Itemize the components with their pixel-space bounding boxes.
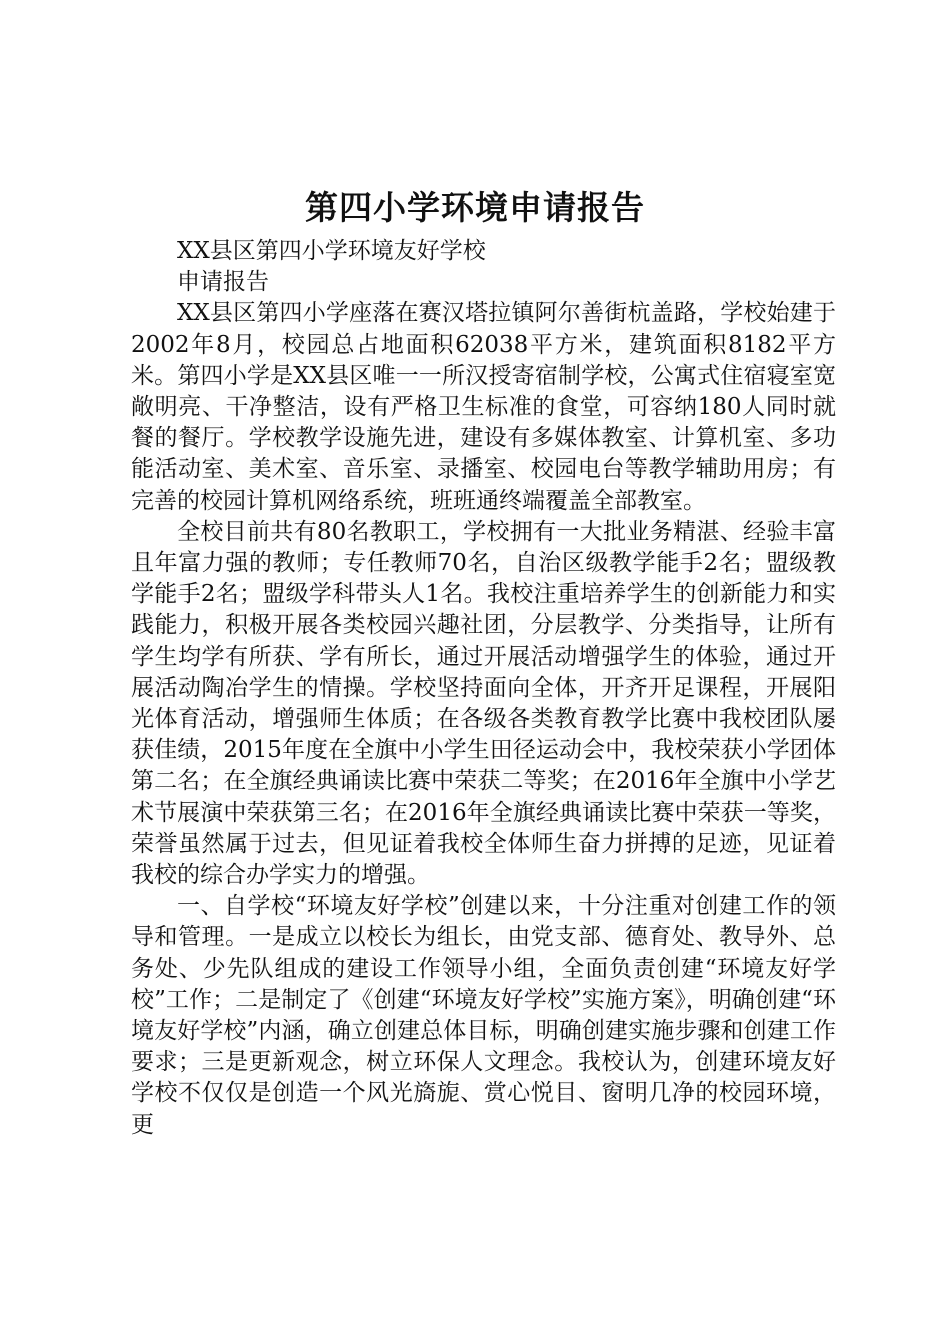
paragraph: 一、自学校“环境友好学校”创建以来，十分注重对创建工作的领导和管理。一是成立以校长为组长，由党支部、德育处、教导外、总务处、少先队组成的建设工作领导小组，全面负责创建“环境友好学校”工作；二是制定了《创建“环境友好学校”实施方案》，明确创建“环境友好学校”内涵，确立创建总体目标，明确创建实施步骤和创建工作要求；三是更新观念，树立环保人文理念。我校认为，创建环境友好学校不仅仅是创造一个风光旖旎、赏心悦目、窗明几净的校园环境，更 [131,893,836,1138]
document-body [131,236,836,1141]
paragraph: 全校目前共有80名教职工，学校拥有一大批业务精湛、经验丰富且年富力强的教师；专任教师70名，自治区级教学能手2名；盟级教学能手2名；盟级学科带头人1名。我校注重培养学生的创新能力和实践能力，积极开展各类校园兴趣社团，分层教学、分类指导，让所有学生均学有所获、学有所长，通过开展活动增强学生的体验，通过开展活动陶冶学生的情操。学校坚持面向全体，开齐开足课程，开展阳光体育活动，增强师生体质；在各级各类教育教学比赛中我校团队屡获佳绩，2015年度在全旗中小学生田径运动会中，我校荣获小学团体第二名；在全旗经典诵读比赛中荣获二等奖；在2016年全旗中小学艺术节展演中荣获第三名；在2016年全旗经典诵读比赛中荣获一等奖，荣誉虽然属于过去，但见证着我校全体师生奋力拼搏的足迹，见证着我校的综合办学实力的增强。 [131,518,836,889]
subtitle-line: XX县区第四小学环境友好学校 [177,238,486,264]
document-title: 第四小学环境申请报告 [305,188,645,227]
subtitle-line: 申请报告 [177,269,269,296]
paragraph: XX县区第四小学座落在赛汉塔拉镇阿尔善街杭盖路，学校始建于2002年8月，校园总占地面积62038平方米，建筑面积8182平方米。第四小学是XX县区唯一一所汉授寄宿制学校，公寓式住宿寝室宽敞明亮、干净整洁，设有严格卫生标准的食堂，可容纳180人同时就餐的餐厅。学校教学设施先进，建设有多媒体教室、计算机室、多功能活动室、美术室、音乐室、录播室、校园电台等教学辅助用房；有完善的校园计算机网络系统，班班通终端覆盖全部教室。 [131,300,836,514]
